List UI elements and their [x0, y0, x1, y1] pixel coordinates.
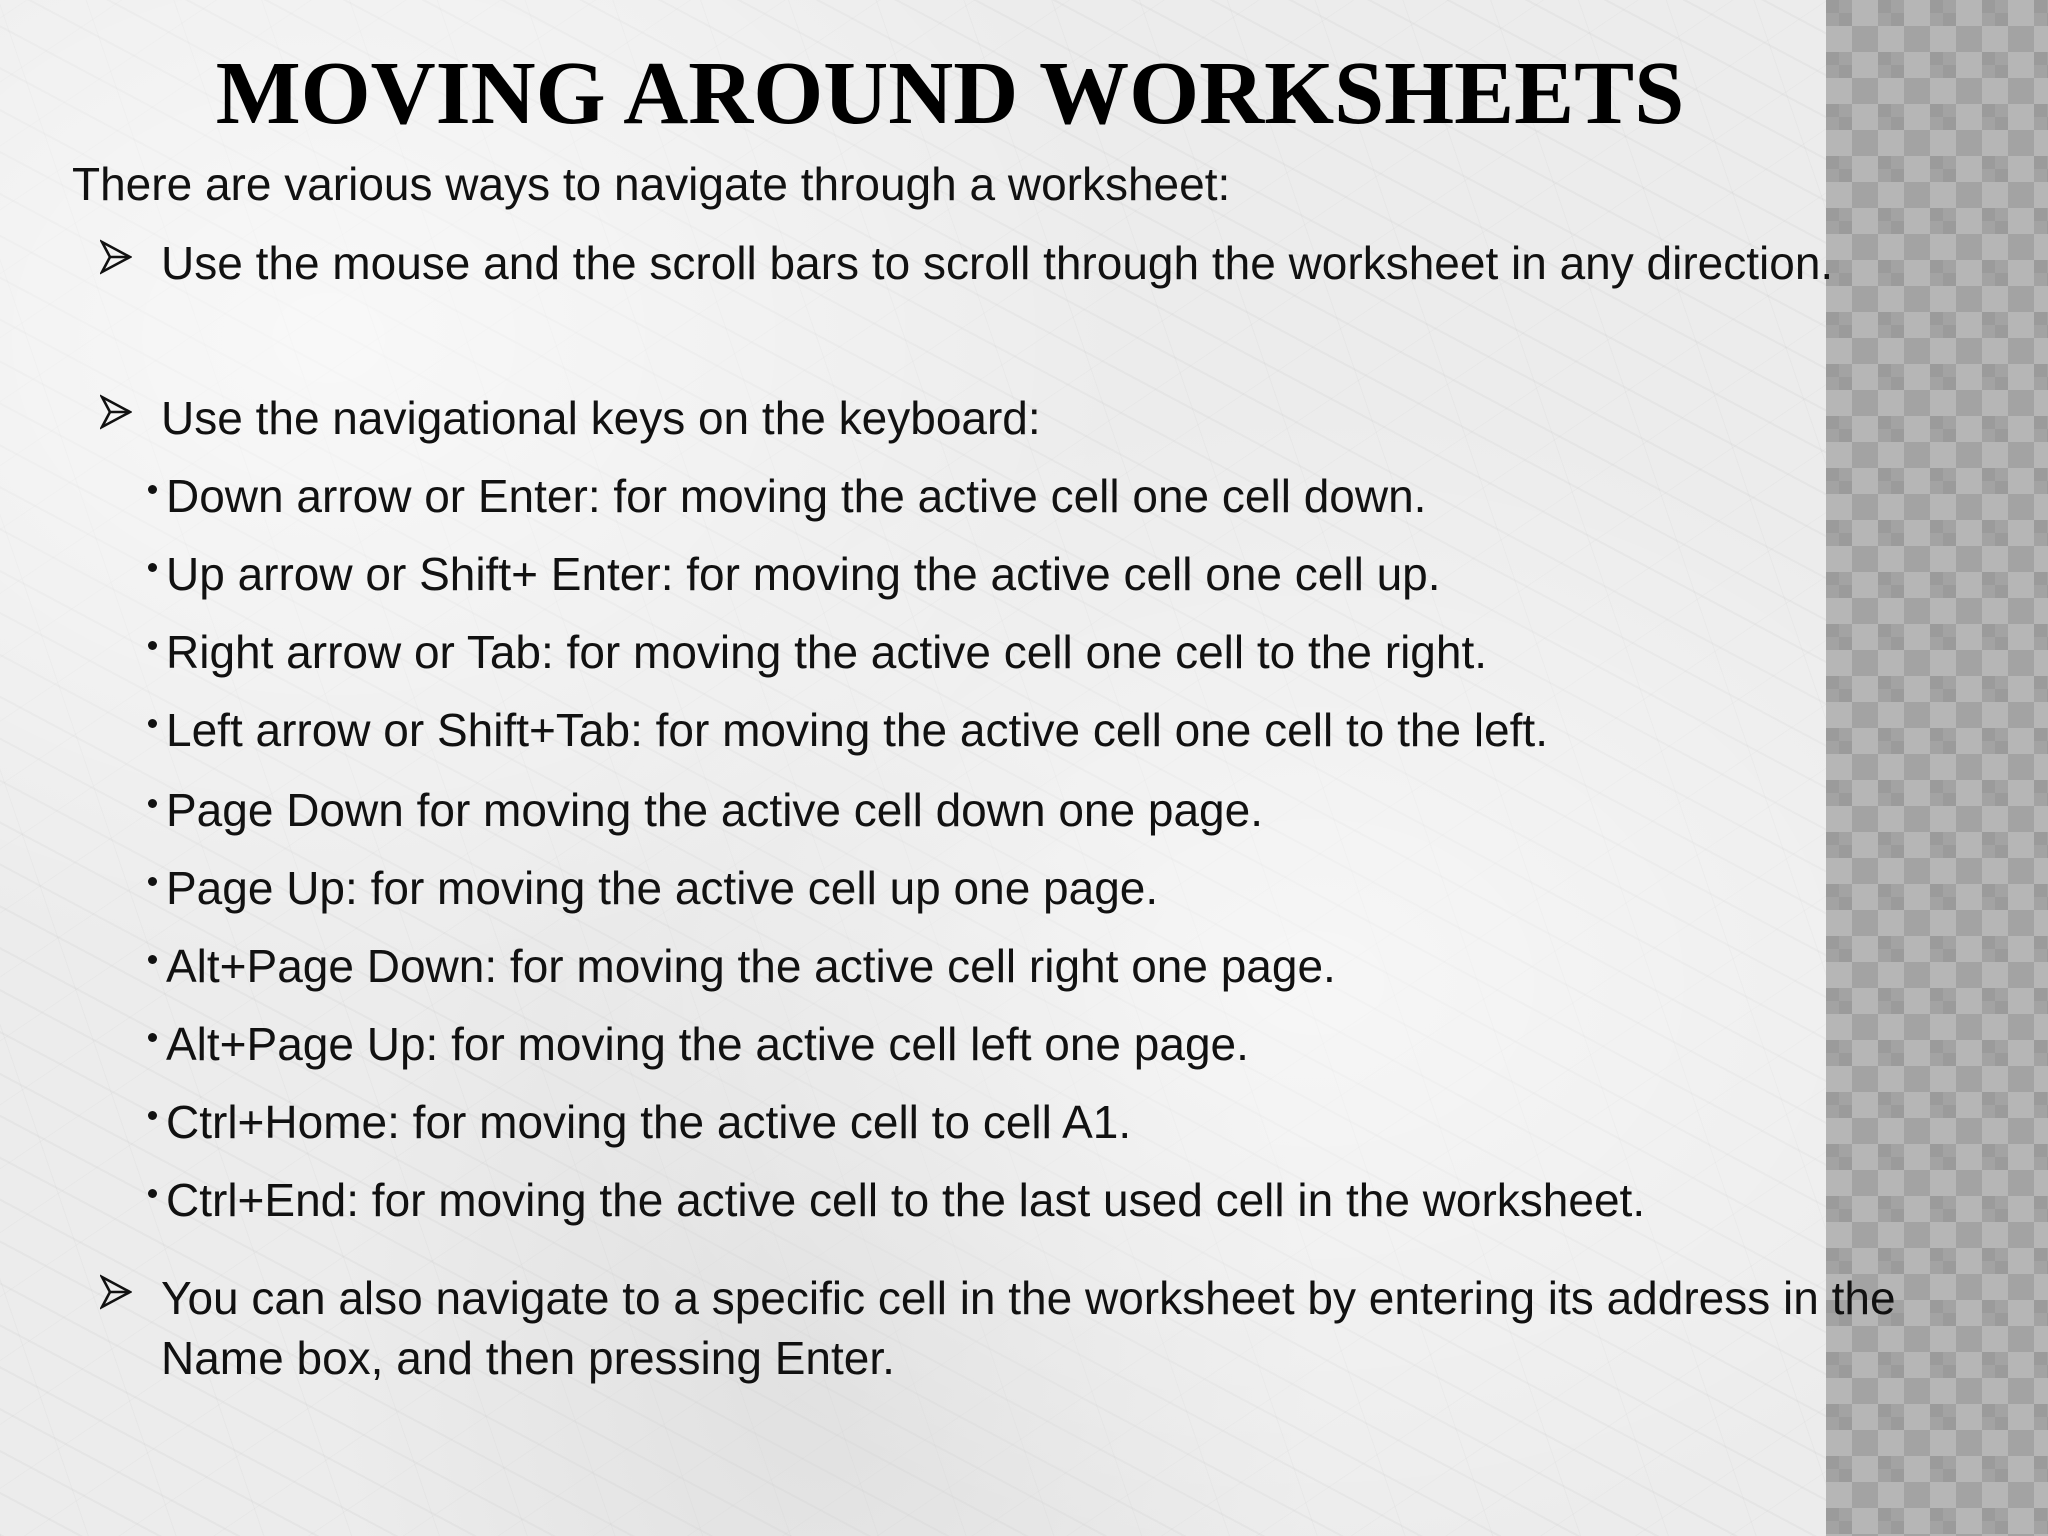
key-item-text: Right arrow or Tab: for moving the active cell one cell to the right. — [166, 626, 1488, 678]
key-item-text: Left arrow or Shift+Tab: for moving the active cell one cell to the left. — [166, 704, 1548, 756]
slide-title: MOVING AROUND WORKSHEETS — [215, 44, 1685, 143]
key-item — [148, 782, 1263, 838]
key-item — [148, 624, 1487, 680]
dot-bullet-icon — [148, 1111, 157, 1120]
dot-bullet-icon — [148, 799, 157, 808]
bullet-text: Use the mouse and the scroll bars to scroll through the worksheet in any direction. — [161, 237, 1834, 289]
key-item-text: Ctrl+Home: for moving the active cell to cell A1. — [166, 1096, 1132, 1148]
dot-bullet-icon — [148, 485, 157, 494]
dot-bullet-icon — [148, 1189, 157, 1198]
key-item — [148, 860, 1158, 916]
key-item — [148, 938, 1336, 994]
key-item-text: Up arrow or Shift+ Enter: for moving the active cell one cell up. — [166, 548, 1441, 600]
arrow-bullet-icon — [100, 394, 132, 430]
key-item — [148, 1094, 1131, 1150]
key-item — [148, 702, 1548, 758]
key-item-text: Alt+Page Up: for moving the active cell left one page. — [166, 1018, 1249, 1070]
key-item — [148, 1016, 1249, 1072]
dot-bullet-icon — [148, 955, 157, 964]
bullet-text: You can also navigate to a specific cell in the worksheet by entering its address in the Name box, and then pressing Enter. — [161, 1272, 1896, 1384]
dot-bullet-icon — [148, 877, 157, 886]
dot-bullet-icon — [148, 719, 157, 728]
key-item — [148, 546, 1441, 602]
key-item-text: Ctrl+End: for moving the active cell to the last used cell in the worksheet. — [166, 1174, 1646, 1226]
key-item-text: Down arrow or Enter: for moving the active cell one cell down. — [166, 470, 1427, 522]
arrow-bullet-icon — [100, 239, 132, 275]
dot-bullet-icon — [148, 1033, 157, 1042]
dot-bullet-icon — [148, 641, 157, 650]
dot-bullet-icon — [148, 563, 157, 572]
key-item-text: Alt+Page Down: for moving the active cell right one page. — [166, 940, 1336, 992]
key-item — [148, 468, 1426, 524]
key-item-text: Page Up: for moving the active cell up one page. — [166, 862, 1159, 914]
bullet-text: Use the navigational keys on the keyboard: — [161, 392, 1041, 444]
key-item — [148, 1172, 1645, 1228]
arrow-bullet-icon — [100, 1274, 132, 1310]
intro-text: There are various ways to navigate through a worksheet: — [72, 158, 1231, 210]
key-item-text: Page Down for moving the active cell down one page. — [166, 784, 1263, 836]
